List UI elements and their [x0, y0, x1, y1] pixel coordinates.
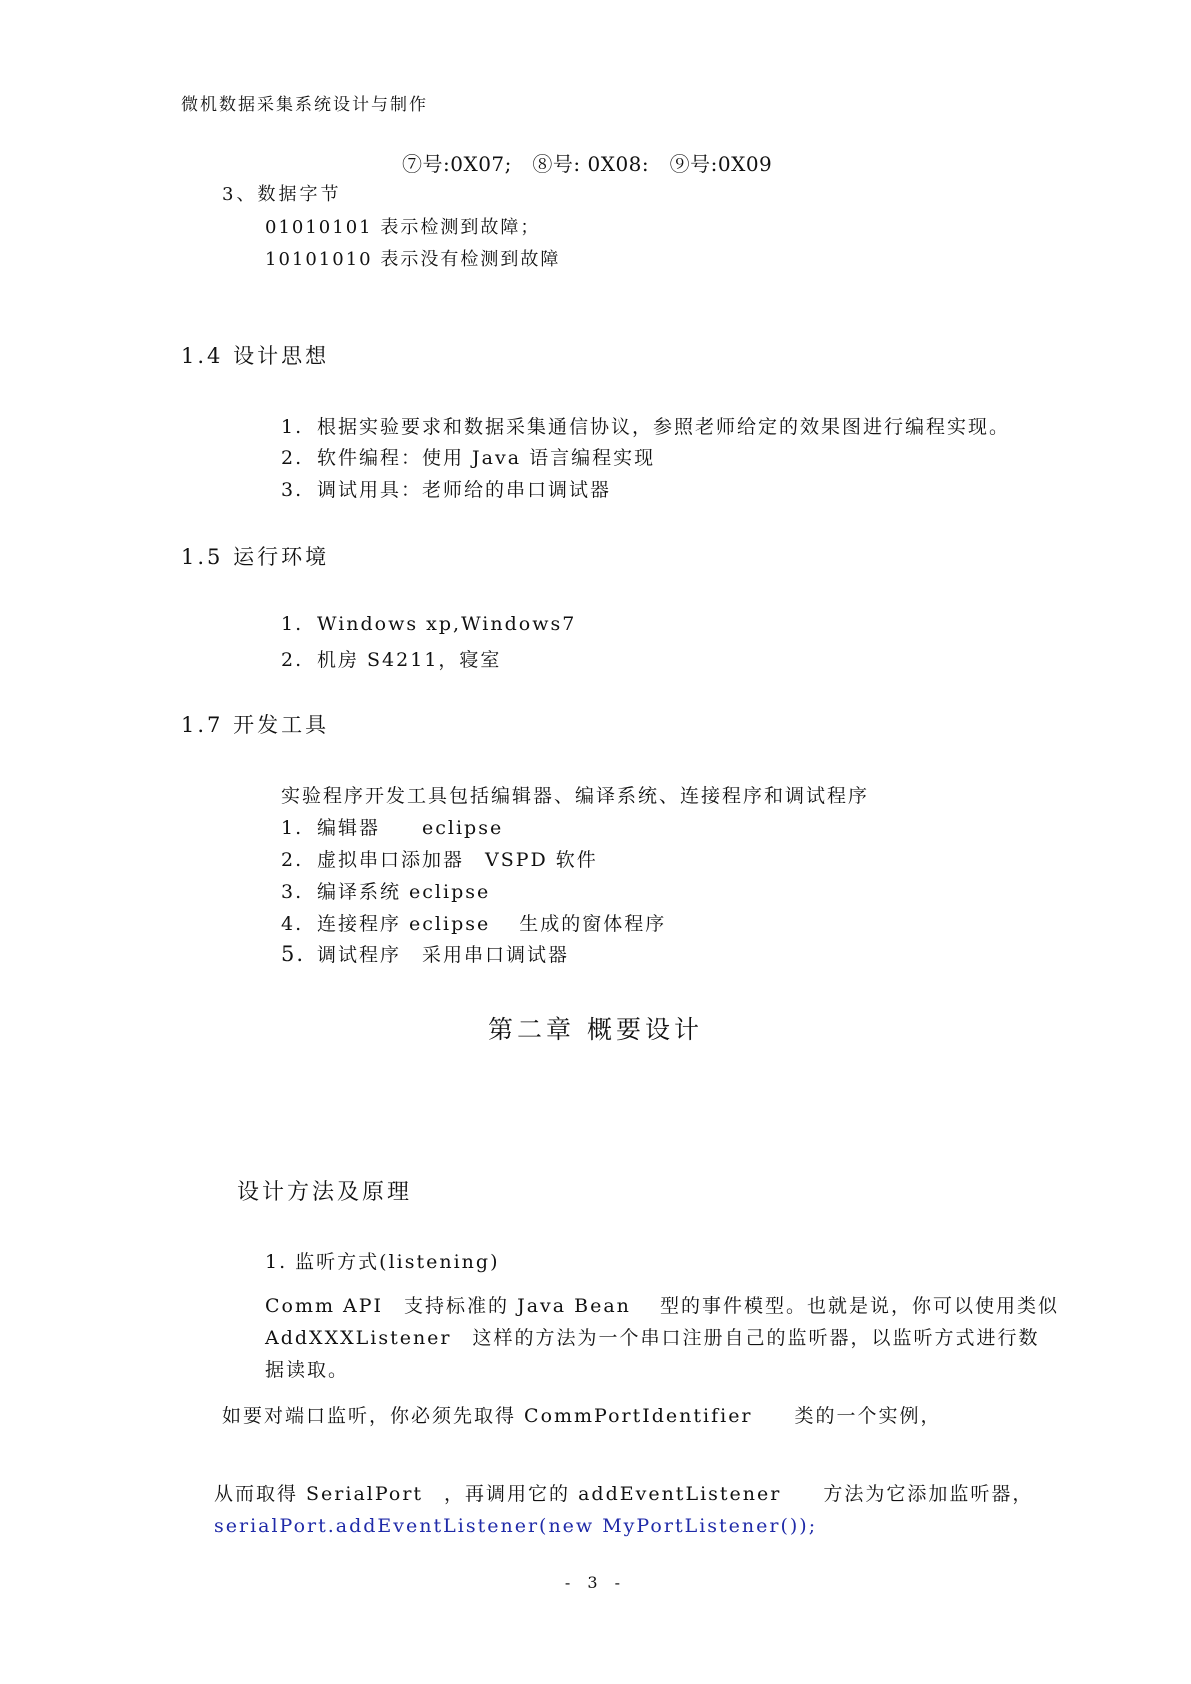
code-example: serialPort.addEventListener(new MyPortListener());	[214, 1515, 818, 1537]
list-item	[281, 940, 569, 967]
running-header: 微机数据采集系统设计与制作	[181, 95, 428, 115]
list-number: 2.	[281, 849, 304, 871]
dev-tools-intro: 实验程序开发工具包括编辑器、编译系统、连接程序和调试程序	[281, 785, 870, 807]
section-title-design-idea: 1.4 设计思想	[181, 344, 330, 368]
list-number: 1.	[281, 817, 304, 839]
section-title-dev-tools: 1.7 开发工具	[181, 713, 330, 737]
list-number: 1.	[281, 416, 304, 438]
list-item	[281, 909, 666, 936]
device-code-line: ⑦号:0X07; ⑧号: 0X08: ⑨号:0X09	[402, 152, 773, 176]
list-item	[281, 475, 611, 502]
comm-paragraph-line-2: AddXXXListener 这样的方法为一个串口注册自己的监听器，以监听方式进行数	[265, 1327, 1040, 1349]
list-number: 2.	[281, 447, 304, 469]
list-item	[281, 877, 490, 904]
list-text: 编辑器 eclipse	[317, 817, 504, 839]
list-number: 3.	[281, 881, 304, 903]
port-listen-line: 如要对端口监听，你必须先取得 CommPortIdentifier 类的一个实例，	[222, 1405, 942, 1427]
comm-paragraph-line-1: Comm API 支持标准的 Java Bean 型的事件模型。也就是说，你可以使用类似	[265, 1295, 1059, 1317]
page-number: - 3 -	[564, 1573, 627, 1592]
list-number: 5.	[281, 942, 306, 966]
list-number: 4.	[281, 913, 304, 935]
list-text: Windows xp,Windows7	[317, 613, 577, 635]
serial-port-line: 从而取得 SerialPort ，再调用它的 addEventListener 方法为它添加监听器，	[214, 1483, 1034, 1505]
list-text: 调试用具：老师给的串口调试器	[317, 479, 612, 501]
list-text: 机房 S4211，寝室	[317, 649, 502, 671]
list-item	[281, 845, 598, 872]
data-byte-nofault: 10101010 表示没有检测到故障	[265, 249, 561, 270]
list-item	[281, 412, 1010, 439]
data-byte-fault: 01010101 表示检测到故障；	[265, 217, 541, 238]
comm-paragraph-line-3: 据读取。	[265, 1359, 350, 1381]
list-number: 1.	[281, 613, 304, 635]
list-item	[281, 645, 501, 672]
listening-item: 1. 监听方式(listening)	[265, 1251, 500, 1273]
list-text: 虚拟串口添加器 VSPD 软件	[317, 849, 598, 871]
data-byte-title: 3、数据字节	[222, 184, 342, 205]
list-item	[281, 813, 503, 840]
list-text: 调试程序 采用串口调试器	[317, 944, 570, 966]
design-method-heading: 设计方法及原理	[237, 1180, 413, 1205]
list-text: 软件编程：使用 Java 语言编程实现	[317, 447, 656, 469]
list-text: 编译系统 eclipse	[317, 881, 491, 903]
chapter-title: 第二章 概要设计	[488, 1015, 703, 1044]
list-item	[281, 613, 576, 635]
list-number: 3.	[281, 479, 304, 501]
list-item	[281, 443, 655, 470]
list-text: 根据实验要求和数据采集通信协议，参照老师给定的效果图进行编程实现。	[317, 416, 1011, 438]
list-number: 2.	[281, 649, 304, 671]
section-title-runtime-env: 1.5 运行环境	[181, 545, 330, 569]
list-text: 连接程序 eclipse 生成的窗体程序	[317, 913, 667, 935]
